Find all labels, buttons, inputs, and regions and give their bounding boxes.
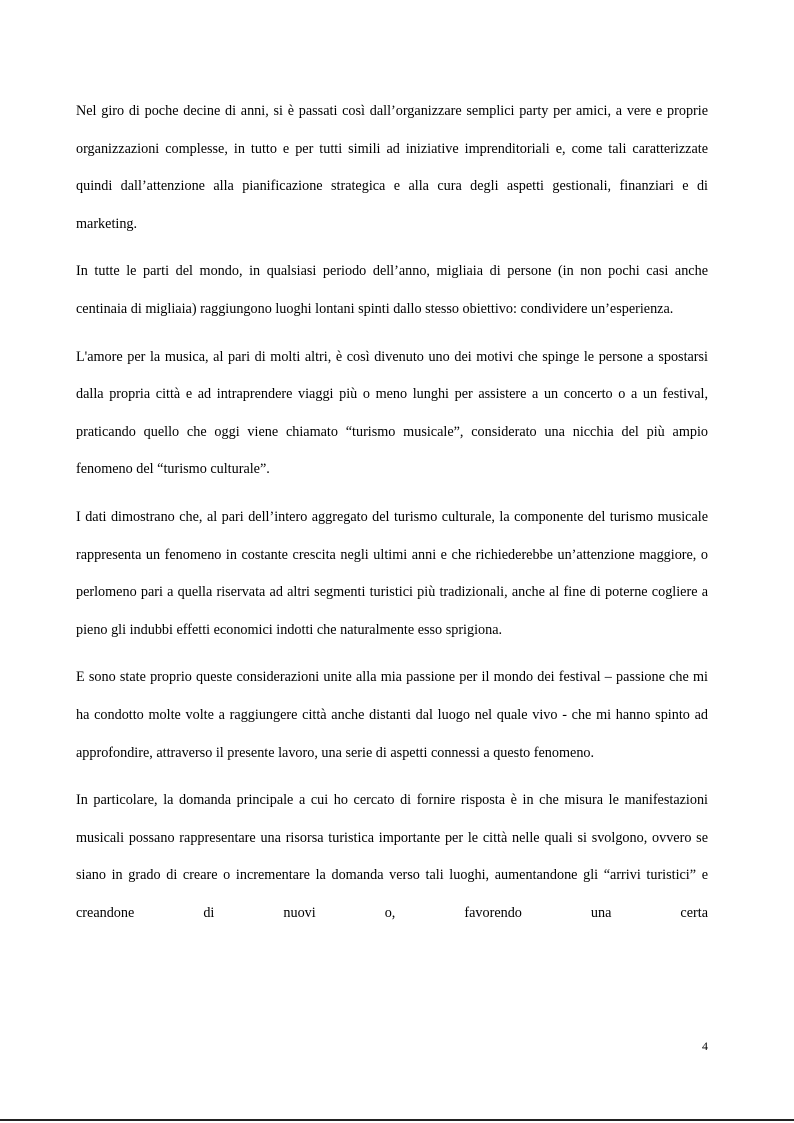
paragraph-3: L'amore per la musica, al pari di molti altri, è così divenuto uno dei motivi che spinge le persone a spostarsi dalla propria città e ad intraprendere viaggi più o meno lunghi per assistere a un concerto o a un festival, praticando quello che oggi viene chiamato “turismo musicale”, considerato una nicchia del più ampio fenomeno del “turismo culturale”. (76, 348, 708, 478)
page-number: 4 (702, 1039, 708, 1053)
body-text (76, 93, 708, 942)
page-bottom-divider (0, 1119, 794, 1121)
paragraph-6: In particolare, la domanda principale a cui ho cercato di fornire risposta è in che misura le manifestazioni musicali possano rappresentare una risorsa turistica importante per le città nelle quali si svolgono, ovvero se siano in grado di creare o incrementare la domanda verso tali luoghi, aumentandone gli “arrivi turistici” e creandone di nuovi o, favorendo una certa (76, 792, 708, 921)
paragraph-2: In tutte le parti del mondo, in qualsiasi periodo dell’anno, migliaia di persone (in non pochi casi anche centinaia di migliaia) raggiungono luoghi lontani spinti dallo stesso obiettivo: condividere un’esperienza. (76, 263, 708, 317)
paragraph-4: I dati dimostrano che, al pari dell’intero aggregato del turismo culturale, la componente del turismo musicale rappresenta un fenomeno in costante crescita negli ultimi anni e che richiederebbe un’attenzione maggiore, o perlomeno pari a quella riservata ad altri segmenti turistici più tradizionali, anche al fine di poterne cogliere a pieno gli indubbi effetti economici indotti che naturalmente esso sprigiona. (76, 508, 708, 638)
paragraph-5: E sono state proprio queste considerazioni unite alla mia passione per il mondo dei festival – passione che mi ha condotto molte volte a raggiungere città anche distanti dal luogo nel quale vivo - che mi hanno spinto ad approfondire, attraverso il presente lavoro, una serie di aspetti connessi a questo fenomeno. (76, 669, 708, 761)
paragraph-1: Nel giro di poche decine di anni, si è passati così dall’organizzare semplici party per amici, a vere e proprie organizzazioni complesse, in tutto e per tutti simili ad iniziative imprenditoriali e, come tali caratterizzate quindi dall’attenzione alla pianificazione strategica e alla cura degli aspetti gestionali, finanziari e di marketing. (76, 103, 708, 232)
